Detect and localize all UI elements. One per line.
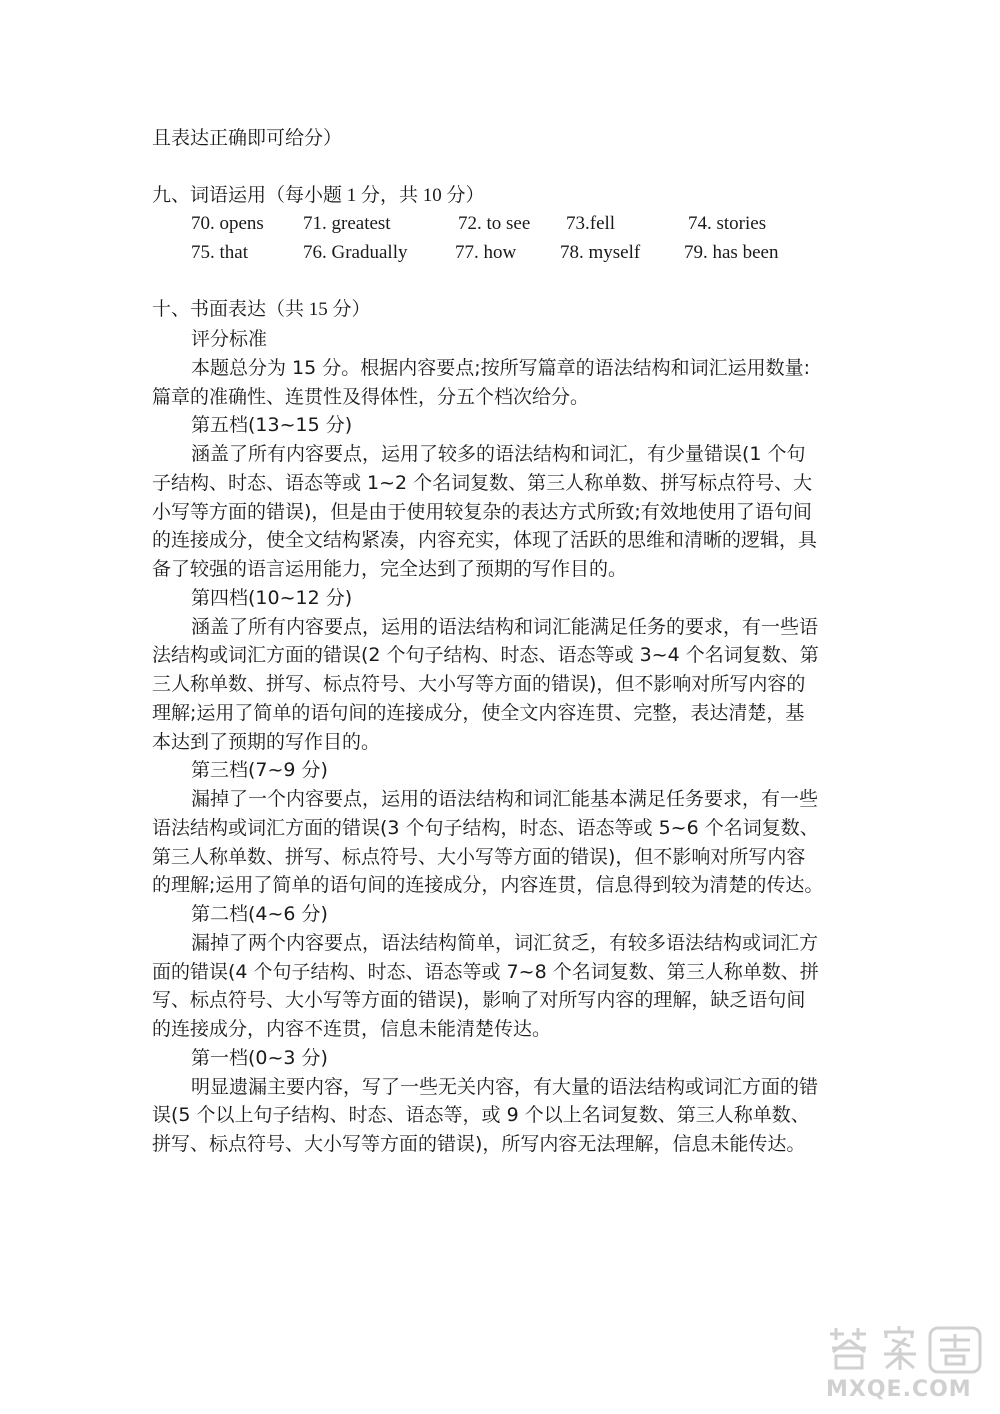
answer-77: 77. how [455,242,517,263]
tier-text-line: 本达到了预期的写作目的。 [152,731,381,753]
criteria-intro-line: 本题总分为 15 分。根据内容要点;按所写篇章的语法结构和词汇运用数量: [191,357,811,379]
watermark-url: MXQE.COM [826,1377,972,1402]
answer-71: 71. greatest [303,213,391,234]
answer-79: 79. has been [684,242,779,263]
criteria-title: 评分标准 [191,328,268,350]
answer-73: 73.fell [566,213,616,234]
tier-title: 第一档(0~3 分) [191,1047,328,1069]
section10-heading: 十、书面表达（共 15 分） [152,299,371,320]
tier-text-line: 拼写、标点符号、大小写等方面的错误)，所写内容无法理解，信息未能传达。 [152,1133,806,1155]
watermark-logo [822,1322,992,1402]
tier-text-line: 涵盖了所有内容要点，运用的语法结构和词汇能满足任务的要求，有一些语 [191,616,819,638]
tier-text-line: 的连接成分，使全文结构紧凑，内容充实，体现了活跃的思维和清晰的逻辑，具 [152,529,818,551]
tier-text-line: 第三人称单数、拼写、标点符号、大小写等方面的错误)，但不影响对所写内容 [152,846,806,868]
tier-title: 第五档(13~15 分) [191,414,353,436]
tier-text-line: 漏掉了两个内容要点，语法结构简单，词汇贫乏，有较多语法结构或词汇方 [191,932,819,954]
answer-76: 76. Gradually [303,242,408,263]
tier-text-line: 漏掉了一个内容要点，运用的语法结构和词汇能基本满足任务要求，有一些 [191,788,819,810]
answer-78: 78. myself [560,242,641,263]
tier-text-line: 三人称单数、拼写、标点符号、大小写等方面的错误)，但不影响对所写内容的 [152,673,806,695]
tier-text-line: 误(5 个以上句子结构、时态、语态等，或 9 个以上名词复数、第三人称单数、 [152,1104,810,1126]
tier-text-line: 语法结构或词汇方面的错误(3 个句子结构，时态、语态等或 5~6 个名词复数、 [152,817,819,839]
answer-70: 70. opens [191,213,264,234]
tier-text-line: 涵盖了所有内容要点，运用了较多的语法结构和词汇，有少量错误(1 个句 [191,443,806,465]
tier-text-line: 的连接成分，内容不连贯，信息未能清楚传达。 [152,1018,552,1040]
tier-title: 第四档(10~12 分) [191,587,353,609]
answer-74: 74. stories [688,213,767,234]
tier-text-line: 面的错误(4 个句子结构、时态、语态等或 7~8 个名词复数、第三人称单数、拼 [152,961,819,983]
tier-text-line: 小写等方面的错误)，但是由于使用较复杂的表达方式所致;有效地使用了语句间 [152,501,812,523]
intro-tail-text: 且表达正确即可给分） [152,128,343,149]
tier-text-line: 子结构、时态、语态等或 1~2 个名词复数、第三人称单数、拼写标点符号、大 [152,472,813,494]
tier-text-line: 的理解;运用了简单的语句间的连接成分，内容连贯，信息得到较为清楚的传达。 [152,874,824,896]
tier-title: 第三档(7~9 分) [191,759,328,781]
answer-72: 72. to see [458,213,531,234]
section9-heading: 九、词语运用（每小题 1 分，共 10 分） [152,185,485,206]
tier-title: 第二档(4~6 分) [191,903,328,925]
tier-text-line: 法结构或词汇方面的错误(2 个句子结构、时态、语态等或 3~4 个名词复数、第 [152,644,819,666]
tier-text-line: 写、标点符号、大小写等方面的错误)，影响了对所写内容的理解，缺乏语句间 [152,989,806,1011]
criteria-intro-line: 篇章的准确性、连贯性及得体性，分五个档次给分。 [152,386,590,408]
answer-75: 75. that [191,242,248,263]
tier-text-line: 备了较强的语言运用能力，完全达到了预期的写作目的。 [152,558,628,580]
tier-text-line: 明显遗漏主要内容，写了一些无关内容，有大量的语法结构或词汇方面的错 [191,1076,819,1098]
tier-text-line: 理解;运用了简单的语句间的连接成分，使全文内容连贯、完整，表达清楚，基 [152,702,805,724]
